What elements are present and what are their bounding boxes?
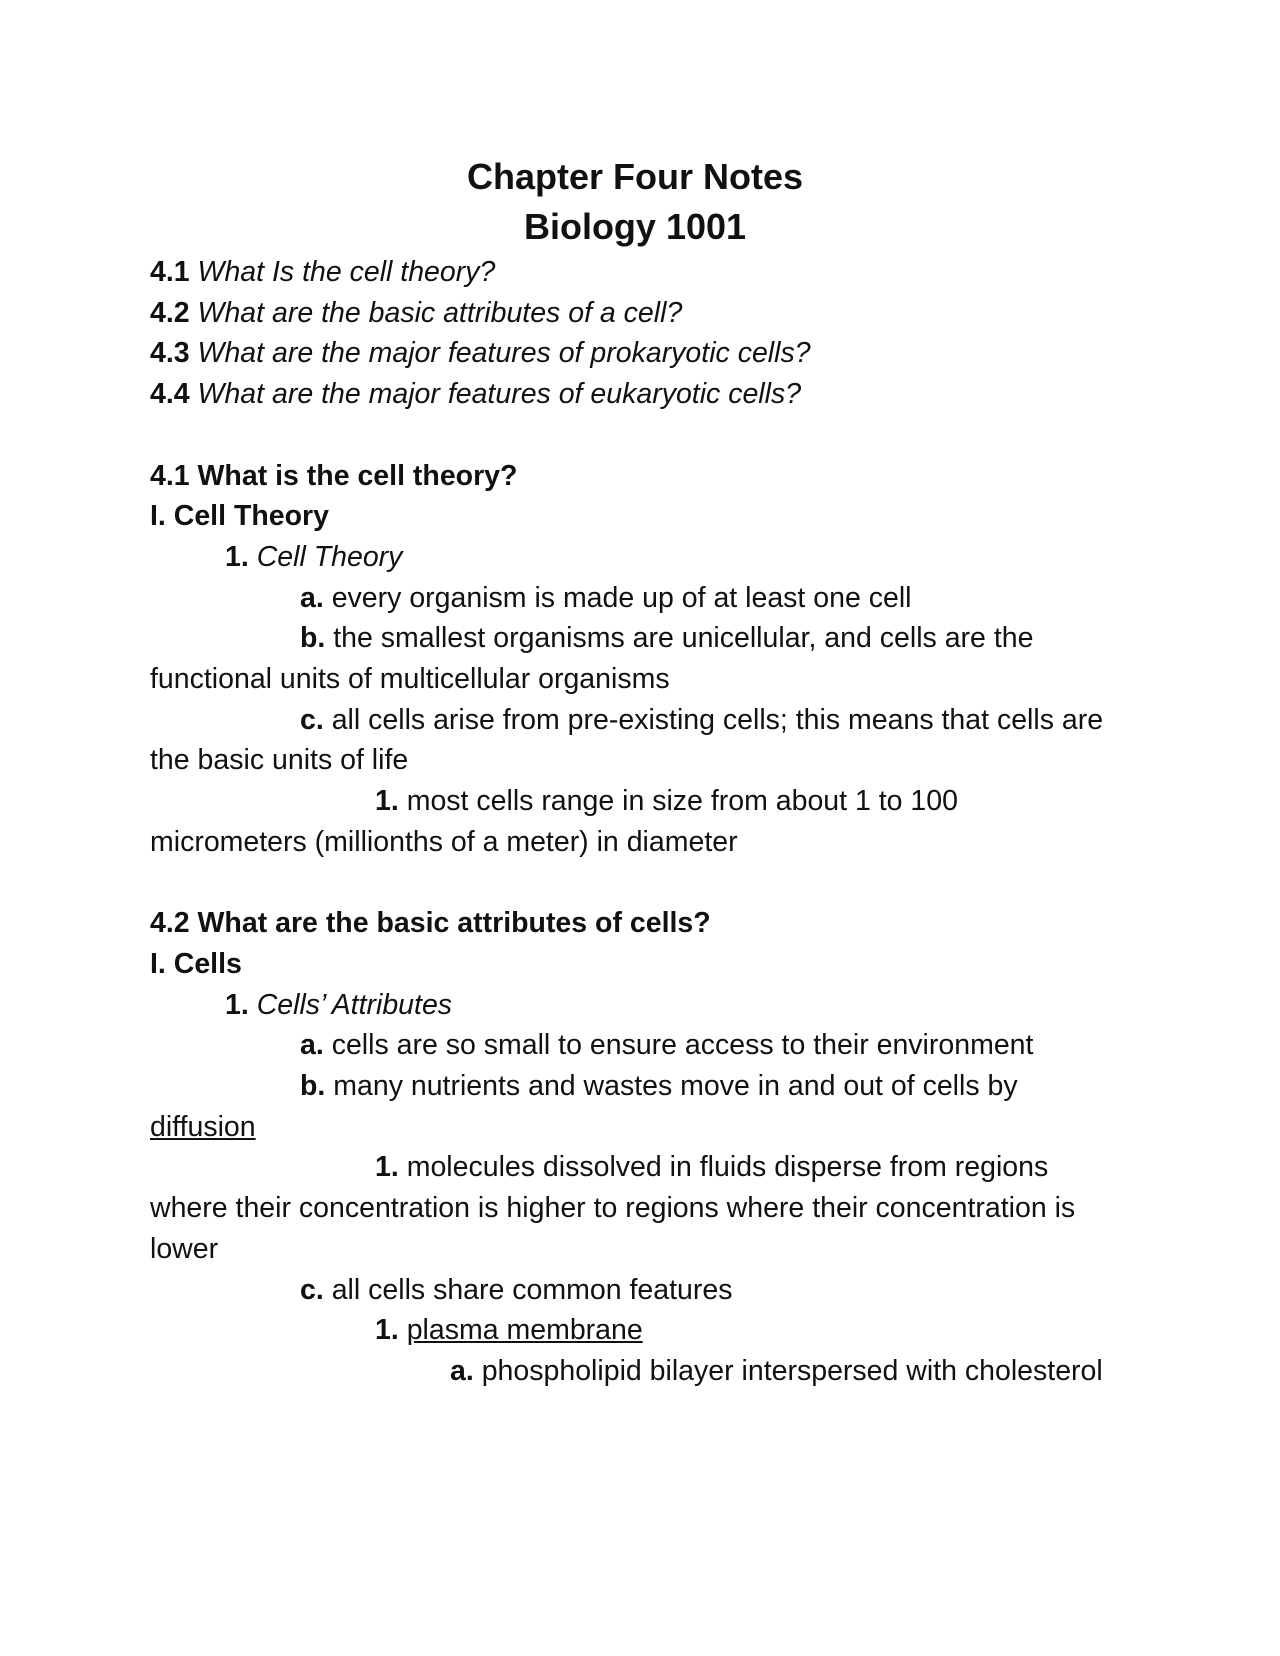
section-heading: 4.1 What is the cell theory? — [150, 459, 518, 492]
table-of-contents — [150, 252, 1110, 415]
outline-continuation — [150, 1107, 1110, 1148]
section-4-2 — [150, 903, 1110, 1391]
document-page — [150, 152, 1110, 1392]
spacer — [150, 863, 1110, 904]
title-line-2: Biology 1001 — [523, 206, 747, 247]
section-4-1 — [150, 456, 1110, 863]
outline-item-level2: c. all cells share common features — [300, 1273, 733, 1306]
key-term: plasma membrane — [406, 1314, 643, 1347]
toc-item: 4.1 What Is the cell theory? — [150, 256, 496, 288]
spacer — [150, 415, 1110, 456]
outline-item-level2: a. every organism is made up of at least one cell — [300, 581, 912, 614]
outline-item-level3: 1. plasma membrane — [375, 1314, 643, 1347]
outline-item-level2: c. all cells arise from pre-existing cells; this means that cells are the basic units of life — [150, 703, 1104, 777]
outline-item-level1: 1. Cell Theory — [225, 540, 403, 573]
key-term: diffusion — [150, 1110, 256, 1143]
section-heading: 4.2 What are the basic attributes of cells? — [150, 907, 711, 940]
title-line-1: Chapter Four Notes — [466, 156, 804, 197]
toc-item: 4.3 What are the major features of prokaryotic cells? — [150, 337, 811, 370]
toc-item: 4.4 What are the major features of eukaryotic cells? — [150, 378, 802, 411]
outline-item-level1: 1. Cells’ Attributes — [225, 988, 453, 1021]
outline-item-level2: b. the smallest organisms are unicellular, and cells are the functional units of multicellular organisms — [150, 622, 1034, 696]
document-title — [160, 152, 1110, 252]
outline-item-level4: a. phospholipid bilayer interspersed with cholesterol — [450, 1354, 1103, 1387]
roman-heading: I. Cell Theory — [150, 500, 329, 533]
roman-heading: I. Cells — [150, 947, 242, 980]
outline-item-level2: b. many nutrients and wastes move in and out of cells by — [300, 1070, 1018, 1103]
toc-item: 4.2 What are the basic attributes of a cell? — [150, 296, 683, 329]
outline-item-level2: a. cells are so small to ensure access to their environment — [300, 1029, 1034, 1062]
outline-item-level3: 1. molecules dissolved in fluids disperse from regions where their concentration is higher to regions where their concentration is lower — [150, 1151, 1076, 1265]
outline-item-level3: 1. most cells range in size from about 1 to 100 micrometers (millionths of a meter) in diameter — [150, 785, 958, 858]
